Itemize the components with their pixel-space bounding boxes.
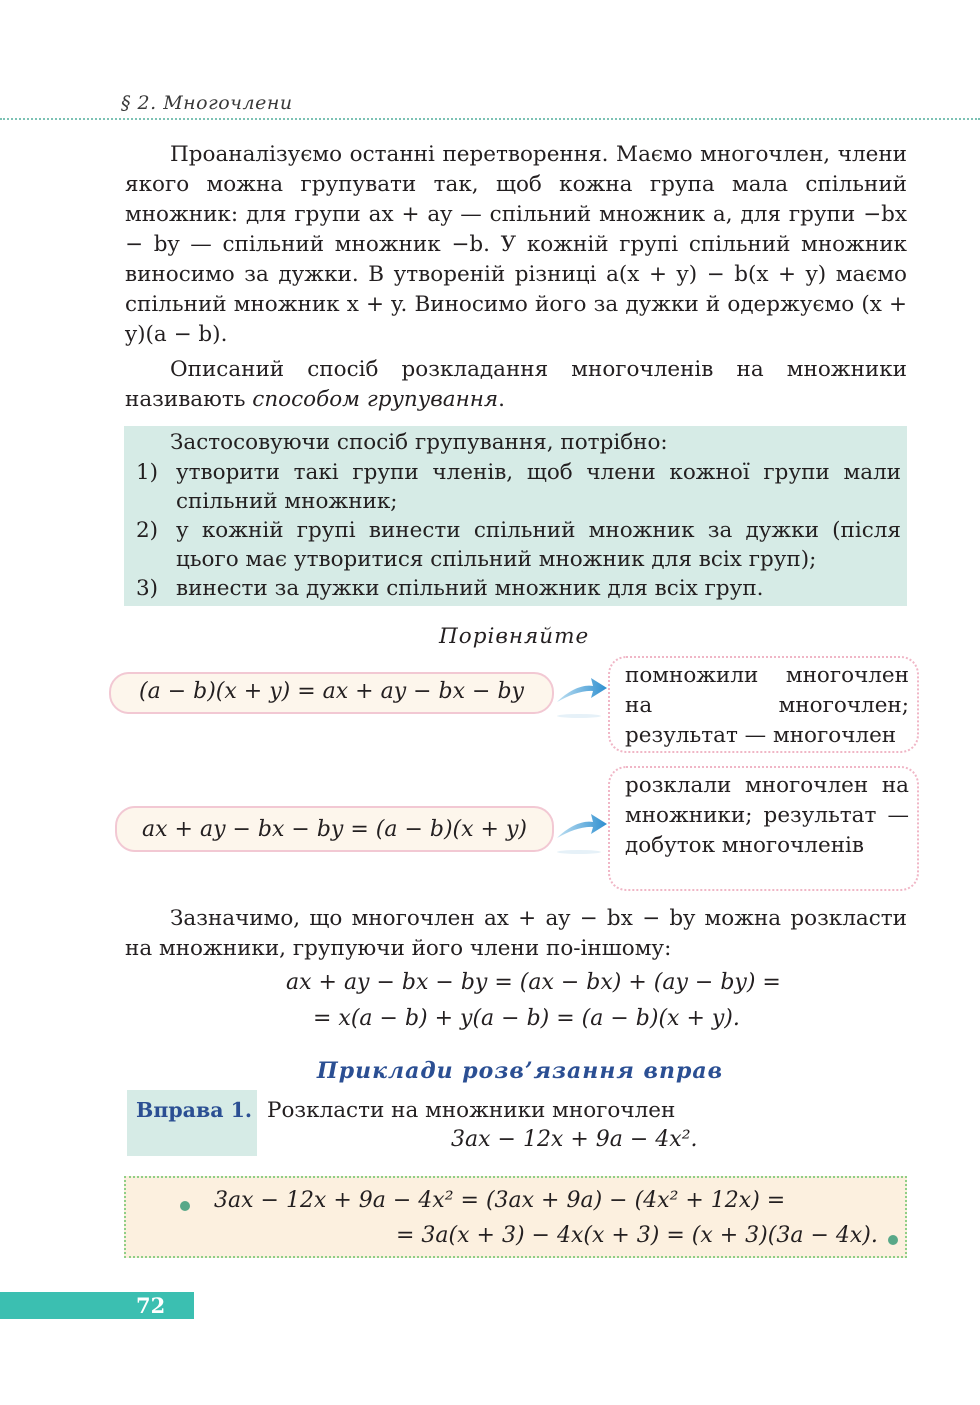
rule-box [124, 426, 907, 606]
rule-item-number: 1) [136, 460, 159, 485]
rule-item [136, 516, 901, 574]
header-divider [0, 118, 980, 120]
rule-item-text: винести за дужки спільний множник для всіх груп. [176, 576, 764, 601]
intro-paragraph [125, 140, 907, 350]
rule-item-number: 3) [136, 576, 159, 601]
rule-item-text: у кожній групі винести спільний множник за дужки (після цього має утворитися спільний множник для всіх груп); [176, 518, 901, 572]
solution-box [124, 1176, 907, 1258]
exercise-label: Вправа 1. [127, 1090, 257, 1156]
regroup-paragraph [125, 904, 907, 964]
exercise-polynomial: 3ax − 12x + 9a − 4x². [451, 1127, 698, 1152]
compare-title: Порівняйте [439, 624, 590, 649]
method-paragraph-before: Описаний спосіб розкладання многочленів на множники називають [125, 357, 907, 412]
rule-item-text: утворити такі групи членів, щоб члени кожної групи мали спільний множник; [176, 460, 901, 514]
regroup-equation-line-1: ax + ay − bx − by = (ax − bx) + (ay − by) = [286, 970, 781, 995]
end-mark-icon [888, 1235, 898, 1245]
formula-pill-multiply: (a − b)(x + y) = ax + ay − bx − by [109, 672, 554, 714]
regroup-equation-line-2: = x(a − b) + y(a − b) = (a − b)(x + y). [313, 1006, 740, 1031]
method-paragraph-after: . [498, 387, 505, 412]
rule-item-number: 2) [136, 518, 159, 543]
arrow-icon [553, 672, 609, 720]
compare-note-factor: розклали многочлен на множники; результат — добуток многочленів [608, 766, 919, 891]
compare-note-multiply: помножили многочлен на многочлен; результат — многочлен [608, 656, 919, 753]
solution-line-2: = 3a(x + 3) − 4x(x + 3) = (x + 3)(3a − 4x). [396, 1223, 878, 1248]
regroup-paragraph-text: Зазначимо, що многочлен ax + ay − bx − by можна розкласти на множники, групуючи його члени по-іншому: [125, 906, 907, 961]
bullet-icon [180, 1201, 190, 1211]
formula-pill-factor: ax + ay − bx − by = (a − b)(x + y) [115, 806, 554, 852]
page-number: 72 [136, 1293, 166, 1318]
solution-line-1: 3ax − 12x + 9a − 4x² = (3ax + 9a) − (4x² + 12x) = [214, 1188, 786, 1213]
arrow-icon [553, 808, 609, 856]
exercise-text: Розкласти на множники многочлен [267, 1098, 676, 1123]
running-header: § 2. Многочлени [121, 92, 293, 114]
examples-heading: Приклади розв’язання вправ [316, 1058, 724, 1084]
method-paragraph [125, 355, 907, 415]
rule-item [136, 574, 901, 603]
rule-intro: Застосовуючи спосіб групування, потрібно: [170, 430, 668, 455]
intro-paragraph-text: Проаналізуємо останні перетворення. Маємо многочлен, члени якого можна групувати так, щоб кожна група мала спільний множник: для групи ax + ay — спільний множник a, для групи −bx − by — спільний множник −b. У кожній групі спільний множник виносимо за дужки. В утвореній різниці a(x + y) − b(x + y) маємо спільний множник x + y. Виносимо його за дужки й одержуємо (x + y)(a − b). [125, 142, 907, 347]
rule-item [136, 458, 901, 516]
method-term: способом групування [252, 387, 499, 412]
